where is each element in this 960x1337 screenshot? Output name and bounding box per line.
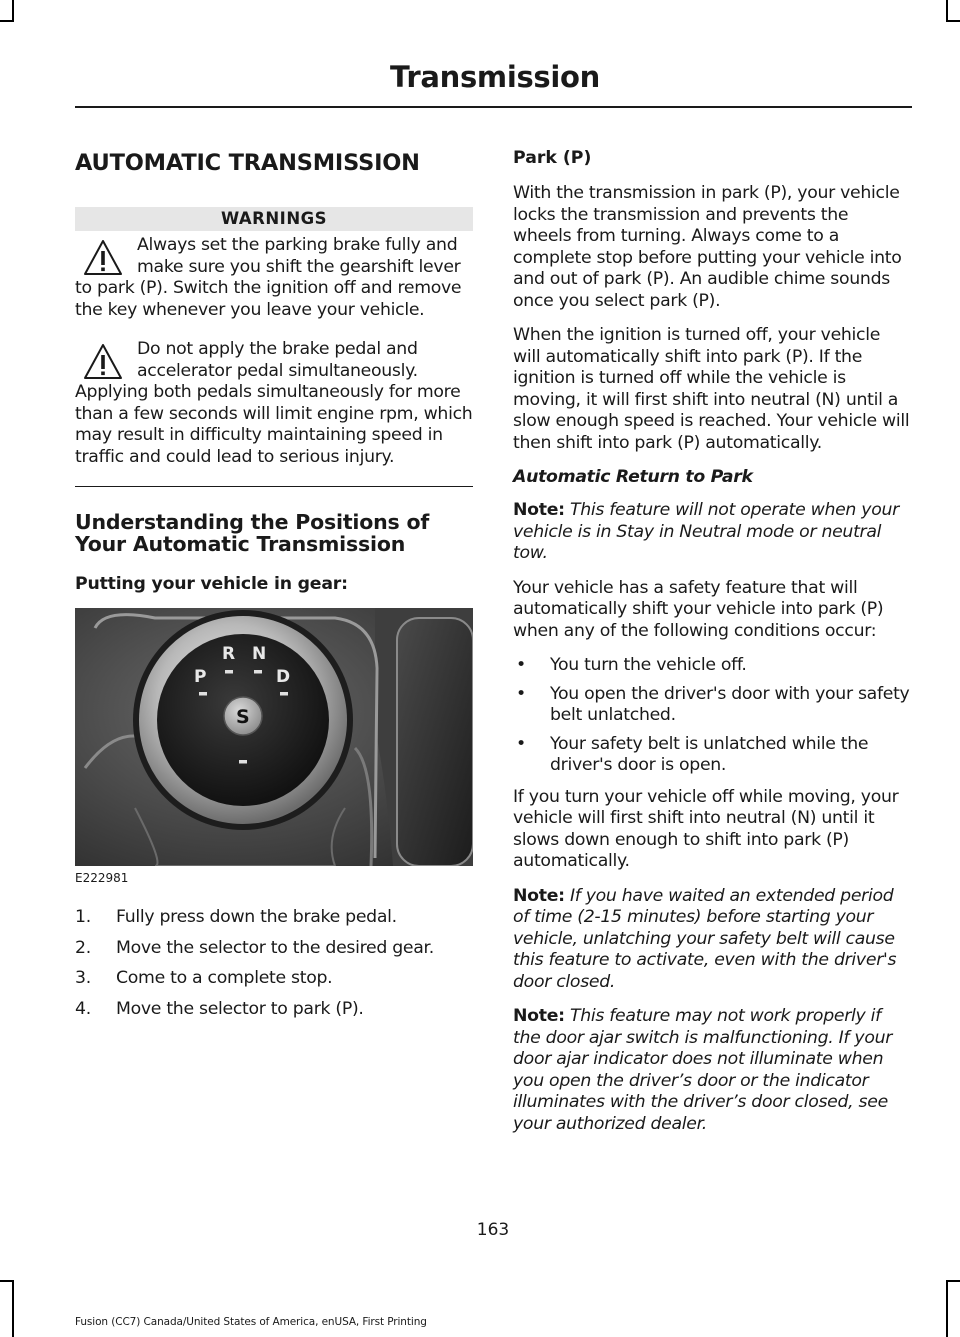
- crop-mark-bottom-right-v: [946, 1282, 948, 1337]
- section-title: Transmission: [390, 60, 600, 94]
- note-2: Note: If you have waited an extended period of time (2-15 minutes) before starting your vehicle, unlatching your safety belt will cause this feature to activate, even with the driver's door closed.: [513, 885, 897, 992]
- header-rule: [75, 106, 912, 108]
- warning-text: Do not apply the brake pedal and accelerator pedal simultaneously. Applying both pedals simultaneously for more than a few seconds will limit engine rpm, which may result in difficulty maintaining speed in traffic and could lead to serious injury.: [75, 339, 473, 467]
- note-3: Note: This feature may not work properly if the door ajar switch is malfunctioning. If your door ajar indicator does not illuminate when you open the driver’s door or the indicator illuminates with the driver’s door closed, see your authorized dealer.: [513, 1006, 893, 1134]
- list-item: 2. Move the selector to the desired gear.: [75, 937, 434, 958]
- return-to-park-heading: Automatic Return to Park: [513, 467, 753, 487]
- warning-item: [75, 339, 473, 468]
- park-paragraph-1: With the transmission in park (P), your vehicle locks the transmission and prevents the wheels from turning. Always come to a complete stop before putting your vehicle into and out of park (P). An audible chime sounds once you select park (P).: [513, 183, 902, 311]
- page-heading: AUTOMATIC TRANSMISSION: [75, 150, 420, 176]
- left-column: [75, 140, 473, 1029]
- crop-mark-top-right-v: [946, 0, 948, 22]
- list-item: • You turn the vehicle off.: [516, 655, 747, 675]
- figure-code: E222981: [75, 871, 129, 885]
- list-item: • Your safety belt is unlatched while the driver's door is open.: [516, 733, 869, 775]
- dial-label-p: P: [194, 667, 207, 687]
- list-item: 3. Come to a complete stop.: [75, 968, 333, 988]
- dial-label-s: S: [236, 706, 250, 728]
- list-item: • You open the driver's door with your safety belt unlatched.: [516, 683, 910, 725]
- page-number: 163: [476, 1220, 510, 1240]
- rotary-dial-image: [75, 608, 473, 866]
- crop-mark-top-left-h: [0, 20, 14, 22]
- crop-mark-top-right-h: [946, 20, 960, 22]
- park-heading: Park (P): [513, 148, 592, 168]
- conditions-list: [513, 655, 911, 777]
- footer-text: Fusion (CC7) Canada/United States of America, enUSA, First Printing: [75, 1316, 427, 1328]
- list-item: 4. Move the selector to park (P).: [75, 998, 364, 1019]
- park-paragraph-2: When the ignition is turned off, your vehicle will automatically shift into park (P). If the ignition is turned off while the vehicle is moving, it will first shift into neutral (N) until a slow enough speed is reached. Your vehicle will then shift into park (P) automatically.: [513, 325, 910, 453]
- warnings-divider: [75, 486, 473, 487]
- dial-label-n: N: [252, 644, 267, 664]
- dial-label-r: R: [222, 644, 236, 664]
- gear-selector-illustration: [75, 608, 473, 866]
- list-item: 1. Fully press down the brake pedal.: [75, 907, 397, 927]
- crop-mark-top-left-v: [12, 0, 14, 22]
- right-column: [513, 140, 911, 1148]
- moving-paragraph: If you turn your vehicle off while moving, your vehicle will first shift into neutral (N) until it slows down enough to shift into park (P) automatically.: [513, 786, 899, 871]
- warnings-label: WARNINGS: [75, 207, 473, 231]
- crop-mark-bottom-left-h: [0, 1280, 14, 1282]
- subheading: Understanding the Positions of Your Automatic Transmission: [75, 510, 430, 556]
- warning-triangle-icon: [83, 239, 123, 277]
- note-1: Note: This feature will not operate when your vehicle is in Stay in Neutral mode or neutral tow.: [513, 500, 899, 563]
- warning-text: Always set the parking brake fully and make sure you shift the gearshift lever to park (P). Switch the ignition off and remove the key whenever you leave your vehicle.: [75, 235, 462, 320]
- crop-mark-bottom-left-v: [12, 1282, 14, 1337]
- lead-text: Putting your vehicle in gear:: [75, 574, 348, 594]
- crop-mark-bottom-right-h: [946, 1280, 960, 1282]
- dial-label-d: D: [276, 667, 291, 687]
- steps-list: [75, 907, 473, 1020]
- warning-item: [75, 235, 473, 321]
- conditions-intro: Your vehicle has a safety feature that will automatically shift your vehicle into park (P) when any of the following conditions occur:: [513, 577, 884, 641]
- warning-triangle-icon: [83, 343, 123, 381]
